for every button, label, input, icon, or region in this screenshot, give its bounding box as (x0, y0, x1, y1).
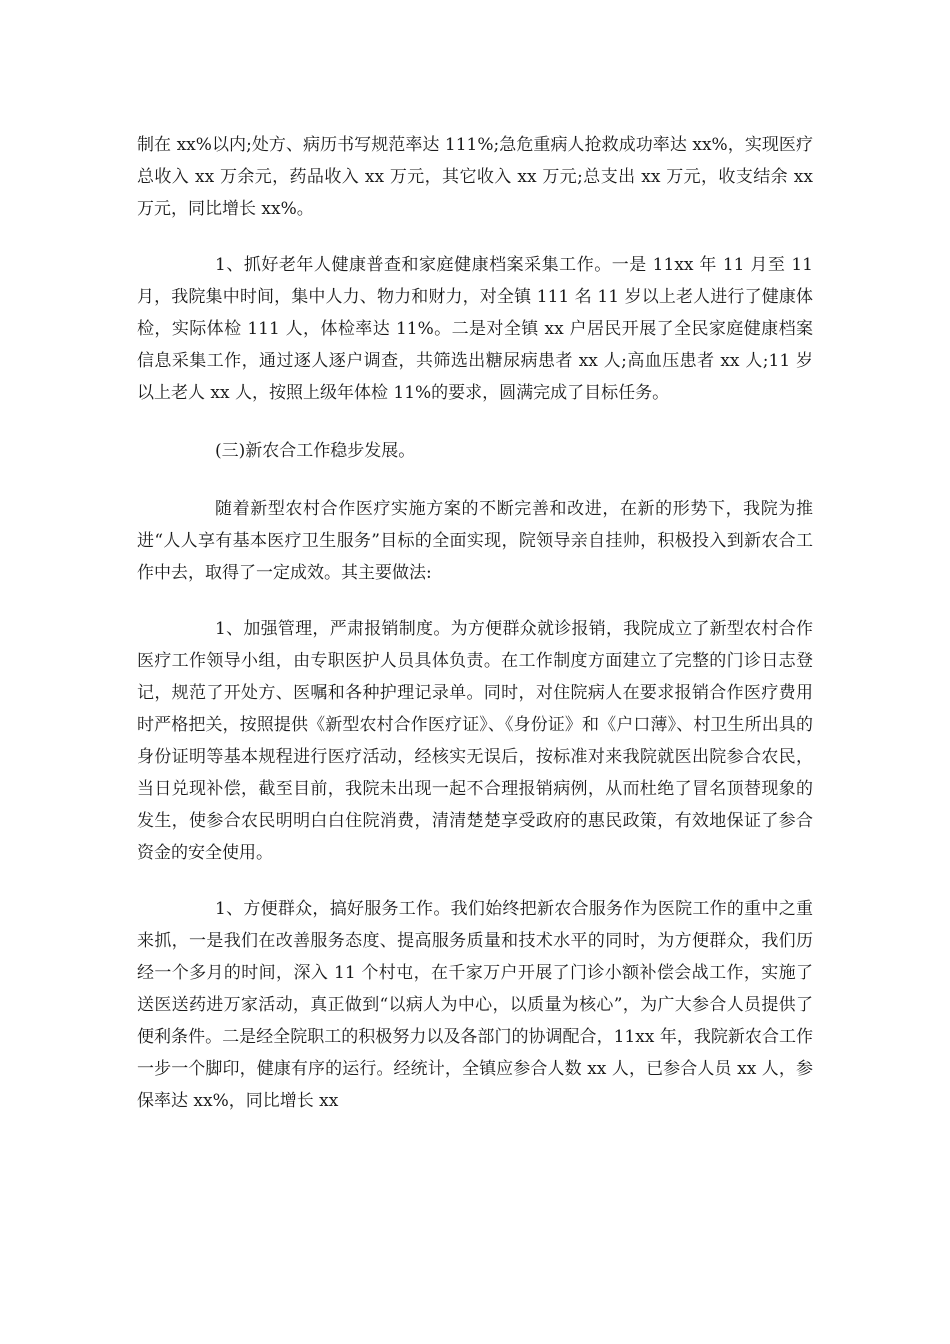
section-heading-new-rural-cooperative: (三)新农合工作稳步发展。 (215, 441, 416, 461)
paragraph-continued-stats: 制在 xx%以内;处方、病历书写规范率达 111%;急危重病人抢救成功率达 xx%，实现医疗总收入 xx 万余元，药品收入 xx 万元，其它收入 xx 万元;总支出 xx 万元，收支结余 xx 万元，同比增长 xx%。 (137, 135, 813, 219)
document-body (137, 129, 813, 1117)
paragraph-reimbursement-management: 1、加强管理，严肃报销制度。为方便群众就诊报销，我院成立了新型农村合作医疗工作领导小组，由专职医护人员具体负责。在工作制度方面建立了完整的门诊日志登记，规范了开处方、医嘱和各种护理记录单。同时，对住院病人在要求报销合作医疗费用时严格把关，按照提供《新型农村合作医疗证》、《身份证》和《户口薄》、村卫生所出具的身份证明等基本规程进行医疗活动，经核实无误后，按标准对来我院就医出院参合农民，当日兑现补偿，截至目前，我院未出现一起不合理报销病例，从而杜绝了冒名顶替现象的发生，使参合农民明明白白住院消费，清清楚楚享受政府的惠民政策，有效地保证了参合资金的安全使用。 (137, 619, 813, 863)
paragraph-elderly-health-checkup: 1、抓好老年人健康普查和家庭健康档案采集工作。一是 11xx 年 11 月至 11 月，我院集中时间，集中人力、物力和财力，对全镇 111 名 11 岁以上老人进行了健康体检，实际体检 111 人，体检率达 11%。二是对全镇 xx 户居民开展了全民家庭健康档案信息采集工作，通过逐人逐户调查，共筛选出糖尿病患者 xx 人;高血压患者 xx 人;11 岁以上老人 xx 人，按照上级年体检 11%的要求，圆满完成了目标任务。 (137, 255, 813, 403)
paragraph-service-work: 1、方便群众，搞好服务工作。我们始终把新农合服务作为医院工作的重中之重来抓，一是我们在改善服务态度、提高服务质量和技术水平的同时，为方便群众，我们历经一个多月的时间，深入 11 个村屯，在千家万户开展了门诊小额补偿会战工作，实施了送医送药进万家活动，真正做到“以病人为中心，以质量为核心”，为广大参合人员提供了便利条件。二是经全院职工的积极努力以及各部门的协调配合，11xx 年，我院新农合工作一步一个脚印，健康有序的运行。经统计，全镇应参合人数 xx 人，已参合人员 xx 人，参保率达 xx%，同比增长 xx (137, 899, 813, 1111)
paragraph-cooperative-intro: 随着新型农村合作医疗实施方案的不断完善和改进，在新的形势下，我院为推进“人人享有基本医疗卫生服务”目标的全面实现，院领导亲自挂帅，积极投入到新农合工作中去，取得了一定成效。其主要做法: (137, 499, 813, 583)
